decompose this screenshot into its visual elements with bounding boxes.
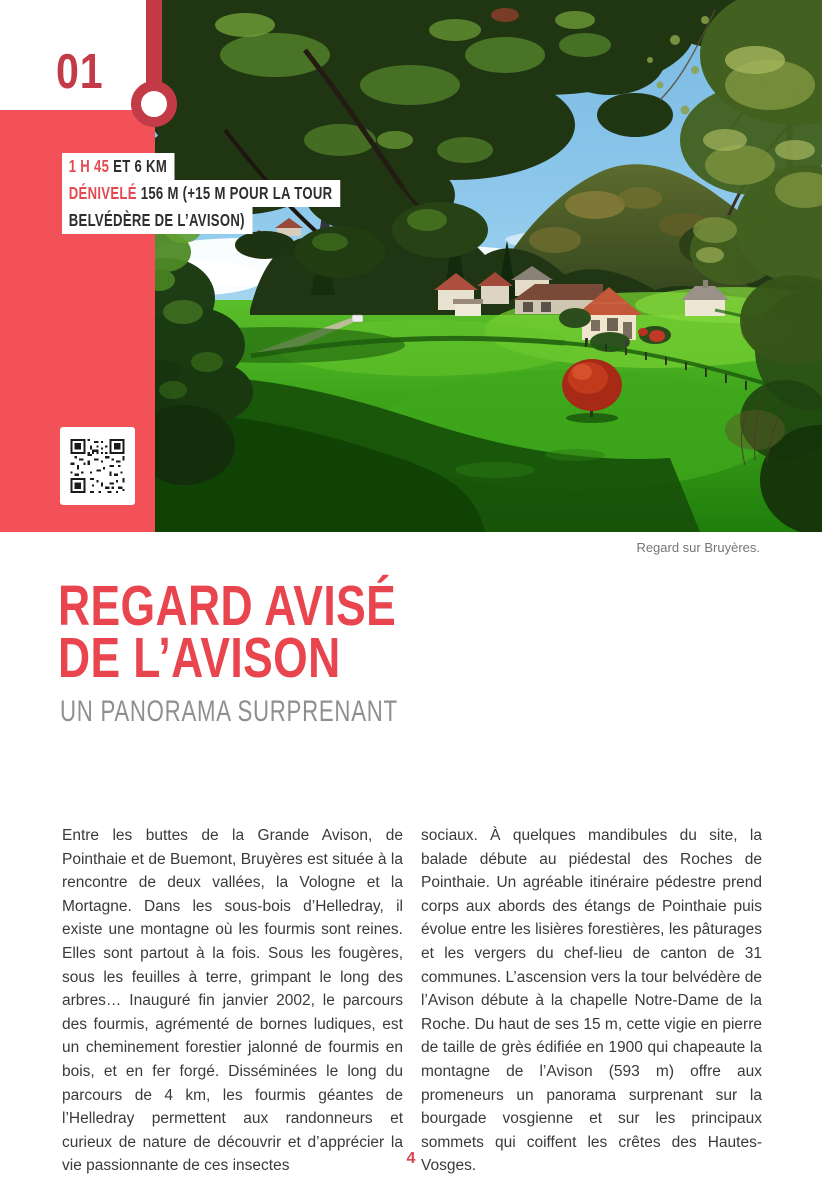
stat-elevation-value-cont: BELVÉDÈRE DE L’AVISON) [68, 210, 245, 230]
stat-line-duration-distance [62, 153, 340, 180]
article-body [62, 824, 762, 1178]
qr-code [60, 427, 135, 505]
article-column-2: sociaux. À quelques mandibules du site, la balade débute au piédestal des Roches de Pointhaie. Un agréable itinéraire pédestre prend corps aux abords des étangs de Pointhaie puis évolue entre les lisières forestières, les pâturages et les vergers du chef-lieu de canton de 31 communes. L’ascension vers la tour belvédère de l’Avison débute à la chapelle Notre-Dame de la Roche. Du haut de ses 15 m, cette vigie en pierre de taille de grès édifiée en 1900 qui chapeaute la montagne de l’Avison (593 m) offre aux promeneurs un panorama surprenant sur la bourgade vosgienne et sur les principaux sommets qui coiffent les crêtes des Hautes-Vosges. [421, 827, 762, 1175]
stat-line-elevation-cont [62, 207, 340, 234]
stat-distance-value: ET 6 KM [109, 156, 168, 176]
page-number: 4 [406, 1150, 416, 1167]
map-pin-ring-icon [131, 81, 177, 127]
hike-stats-box [62, 153, 433, 234]
stat-line-elevation [62, 180, 340, 207]
article-title-line2: DE L’AVISON [58, 626, 341, 690]
article-column-1: Entre les buttes de la Grande Avison, de Pointhaie et de Buemont, Bruyères est située à la rencontre de deux vallées, la Vologne et la Mortagne. Dans les sous-bois d’Helledray, il existe une montagne où les fourmis sont reines. Elles sont partout à la fois. Sous les fougères, sous les feuilles à terre, grimpant le long des arbres… Inauguré fin janvier 2002, le parcours des fourmis, agrémenté de bornes ludiques, est un cheminement forestier jalonné de fourmis en bois, et en fer forgé. Disséminées le long du parcours de 4 km, les fourmis géantes de l’Helledray permettent aux randonneurs et curieux de nature de découvrir et d’apprécier la vie passionnante de ces insectes [62, 827, 403, 1175]
route-number-badge: 01 [56, 45, 104, 99]
article-title [58, 574, 397, 690]
article-subtitle: UN PANORAMA SURPRENANT [60, 695, 398, 728]
qr-code-pattern [66, 433, 129, 499]
article-title-line1: REGARD AVISÉ [58, 574, 397, 638]
stat-elevation-label: DÉNIVELÉ [68, 183, 137, 203]
map-pin-icon [146, 0, 162, 92]
photo-caption: Regard sur Bruyères. [636, 540, 760, 555]
hero-photo [155, 0, 822, 532]
stat-elevation-value: 156 M (+15 M POUR LA TOUR [136, 183, 333, 203]
landscape-illustration [155, 0, 822, 532]
stat-duration-value: 1 H 45 [68, 156, 110, 176]
